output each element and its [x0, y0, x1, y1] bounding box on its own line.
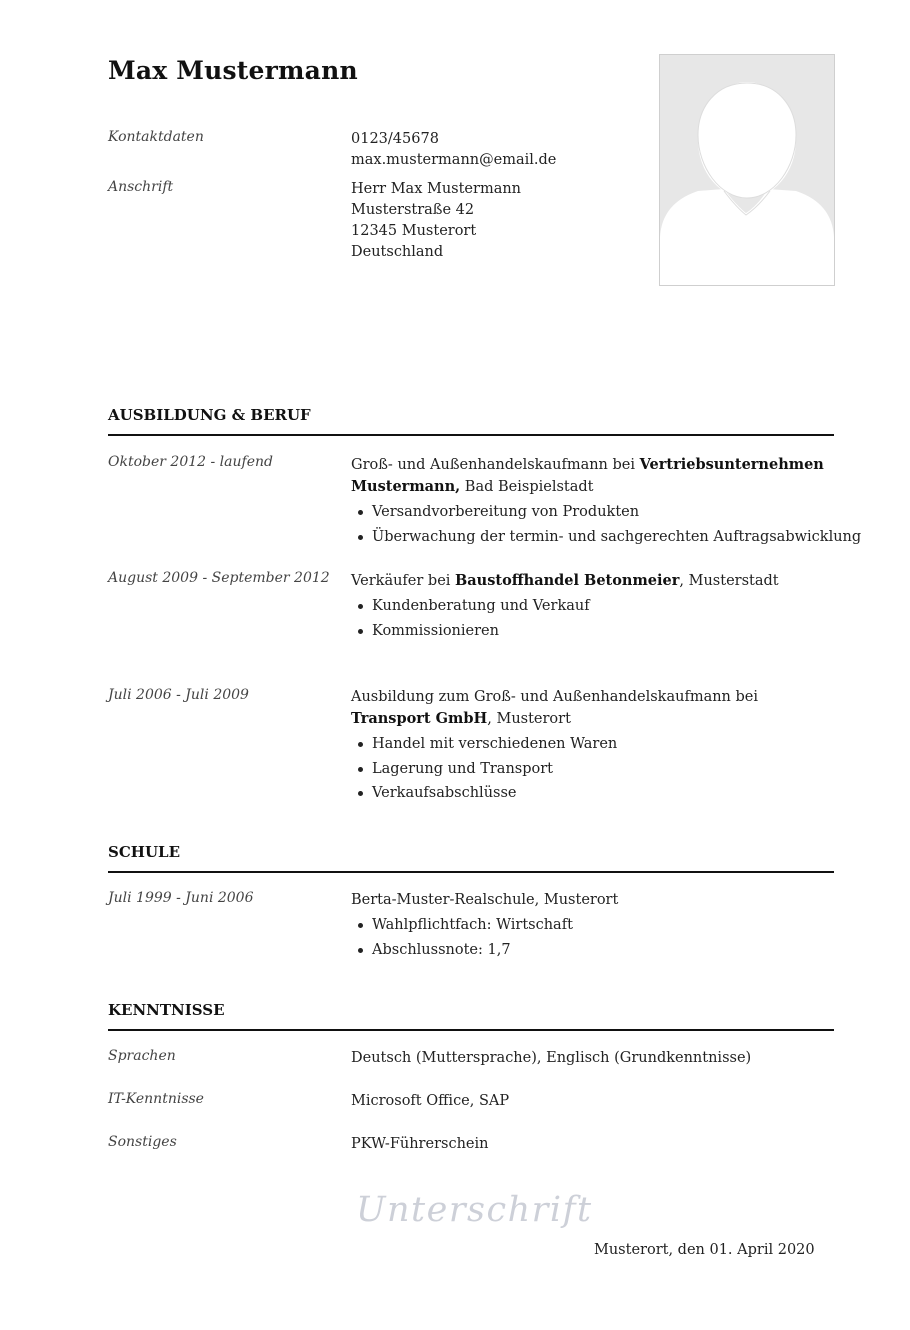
signature: Unterschrift — [356, 1190, 593, 1230]
address-line: Musterstraße 42 — [351, 202, 475, 218]
position-text: Verkäufer bei — [351, 573, 456, 589]
section-heading-skills: KENNTNISSE — [108, 1001, 834, 1031]
entry-description — [351, 570, 834, 643]
list-item: Kommissionieren — [372, 619, 834, 644]
skill-row — [108, 1134, 834, 1158]
skill-value: PKW-Führerschein — [351, 1136, 489, 1152]
phone-number: 0123/45678 — [351, 131, 439, 147]
position-text: Groß- und Außenhandelskaufmann bei — [351, 457, 640, 473]
list-item: Verkaufsabschlüsse — [372, 781, 834, 806]
location-text: , Musterort — [487, 711, 571, 727]
entry-description — [351, 454, 862, 549]
address-line: Deutschland — [351, 244, 444, 260]
address-line: Herr Max Mustermann — [351, 181, 522, 197]
list-item: Überwachung der termin- und sachgerechten Auftragsabwicklung — [372, 525, 834, 550]
email-address: max.mustermann@email.de — [351, 152, 557, 168]
entry-description — [351, 890, 834, 962]
period-label: August 2009 - September 2012 — [108, 570, 330, 586]
period-label: Juli 1999 - Juni 2006 — [108, 890, 254, 906]
address-line: 12345 Musterort — [351, 223, 477, 239]
contact-label: Kontaktdaten — [108, 129, 204, 145]
period-label: Oktober 2012 - laufend — [108, 454, 273, 470]
career-entry — [108, 687, 834, 807]
list-item: Lagerung und Transport — [372, 757, 834, 782]
position-text: Ausbildung zum Groß- und Außenhandelskaufmann bei — [351, 689, 758, 705]
section-heading-school: SCHULE — [108, 843, 834, 873]
list-item: Abschlussnote: 1,7 — [372, 938, 834, 963]
profile-photo-placeholder — [659, 54, 835, 286]
company-name: Vertriebsunternehmen Mustermann, — [351, 456, 824, 495]
address-label: Anschrift — [108, 179, 174, 195]
skill-row — [108, 1091, 834, 1115]
list-item: Kundenberatung und Verkauf — [372, 594, 834, 619]
task-list — [351, 594, 834, 643]
list-item: Versandvorbereitung von Produkten — [372, 500, 834, 525]
location-text: , Musterstadt — [679, 573, 779, 589]
skill-label: Sprachen — [108, 1048, 176, 1064]
skill-label: IT-Kenntnisse — [108, 1091, 204, 1107]
skill-value: Deutsch (Muttersprache), Englisch (Grundkenntnisse) — [351, 1050, 752, 1066]
company-name: Transport GmbH — [351, 710, 488, 727]
section-heading-career: AUSBILDUNG & BERUF — [108, 406, 834, 436]
location-text: Bad Beispielstadt — [460, 479, 594, 495]
detail-list — [351, 913, 834, 962]
skill-value: Microsoft Office, SAP — [351, 1093, 510, 1109]
task-list — [351, 500, 862, 549]
skill-row — [108, 1048, 834, 1072]
career-entry — [108, 454, 862, 554]
list-item: Wahlpflichtfach: Wirtschaft — [372, 913, 834, 938]
skill-label: Sonstiges — [108, 1134, 177, 1150]
school-name: Berta-Muster-Realschule, Musterort — [351, 892, 619, 908]
applicant-name: Max Mustermann — [108, 56, 358, 85]
company-name: Baustoffhandel Betonmeier — [455, 572, 680, 589]
period-label: Juli 2006 - Juli 2009 — [108, 687, 249, 703]
career-entry — [108, 570, 834, 650]
entry-description — [351, 687, 834, 806]
person-silhouette-icon — [660, 55, 834, 285]
place-and-date: Musterort, den 01. April 2020 — [594, 1242, 815, 1258]
task-list — [351, 732, 834, 806]
school-entry — [108, 890, 834, 970]
list-item: Handel mit verschiedenen Waren — [372, 732, 834, 757]
